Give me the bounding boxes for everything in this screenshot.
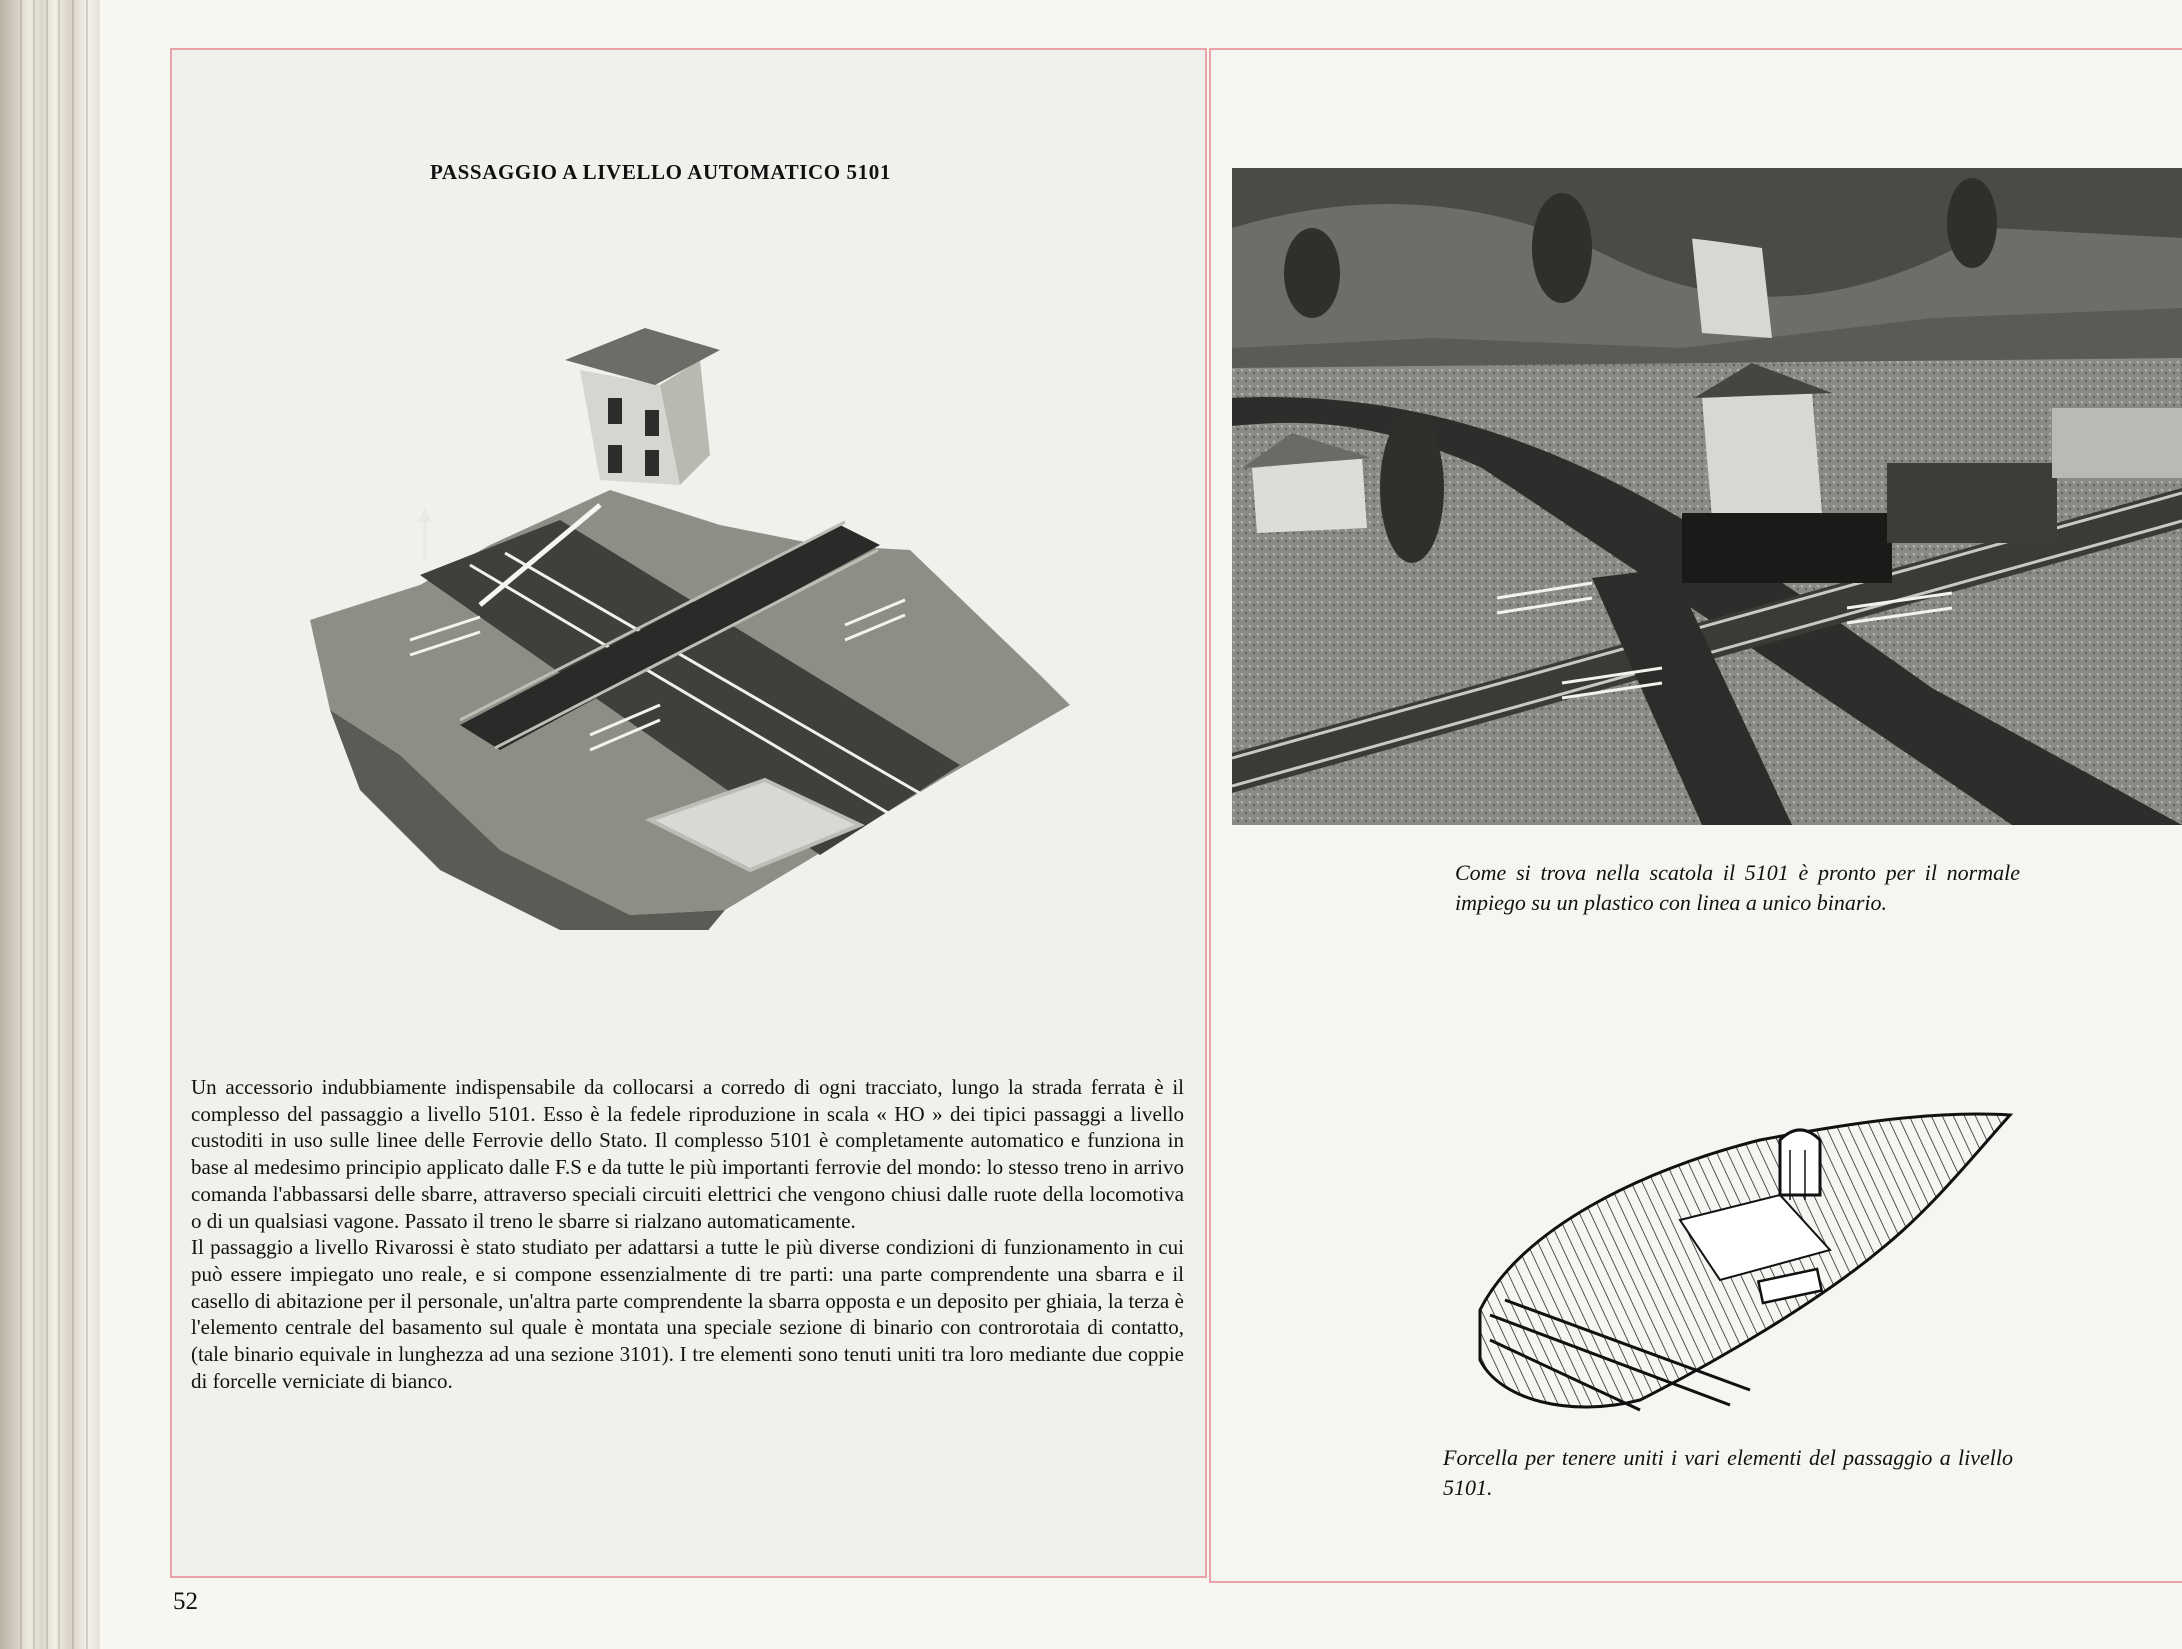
body-text — [191, 1074, 1184, 1394]
layout-photo — [1232, 168, 2182, 825]
model-house — [565, 328, 720, 485]
fork-drawing — [1460, 1100, 2020, 1420]
book-binding — [0, 0, 105, 1649]
body-paragraph: Un accessorio indubbiamente indispensabile da collocarsi a corredo di ogni tracciato, lungo la strada ferrata è il complesso del passaggio a livello 5101. Esso è la fedele riproduzione in scala « HO » dei tipici passaggi a livello custoditi in uso sulle linee delle Ferrovie dello Stato. Il complesso 5101 è completamente automatico e funziona in base al medesimo principio applicato dalle F.S e da tutte le più importanti ferrovie del mondo: lo stesso treno in arrivo comanda l'abbassarsi delle sbarre, attraverso speciali circuiti elettrici che vengono chiusi dalle ruote della locomotiva o di un qualsiasi vagone. Passato il treno le sbarre si rialzano automaticamente. — [191, 1075, 1184, 1233]
drawing-caption: Forcella per tenere uniti i vari elementi del passaggio a livello 5101. — [1443, 1445, 2013, 1500]
page-title: PASSAGGIO A LIVELLO AUTOMATICO 5101 — [430, 160, 891, 184]
photo-caption: Come si trova nella scatola il 5101 è pronto per il normale impiego su un plastico con linea a unico binario. — [1455, 860, 2020, 915]
page-number: 52 — [173, 1588, 198, 1615]
level-crossing-model-image — [300, 310, 1100, 930]
fork-post — [1780, 1130, 1820, 1195]
body-paragraph: Il passaggio a livello Rivarossi è stato studiato per adattarsi a tutte le più diverse condizioni di funzionamento in cui può essere impiegato uno reale, e si compone essenzialmente di tre parti: una parte comprendente una sbarra e il casello di abitazione per il personale, un'altra parte comprendente la sbarra opposta e un deposito per ghiaia, la terza è l'elemento centrale del basamento sul quale è montata una speciale sezione di binario con controrotaia di contatto, (tale binario equivale in lunghezza ad una sezione 3101). I tre elementi sono tenuti uniti tra loro mediante due coppie di forcelle verniciate di bianco. — [191, 1235, 1184, 1393]
